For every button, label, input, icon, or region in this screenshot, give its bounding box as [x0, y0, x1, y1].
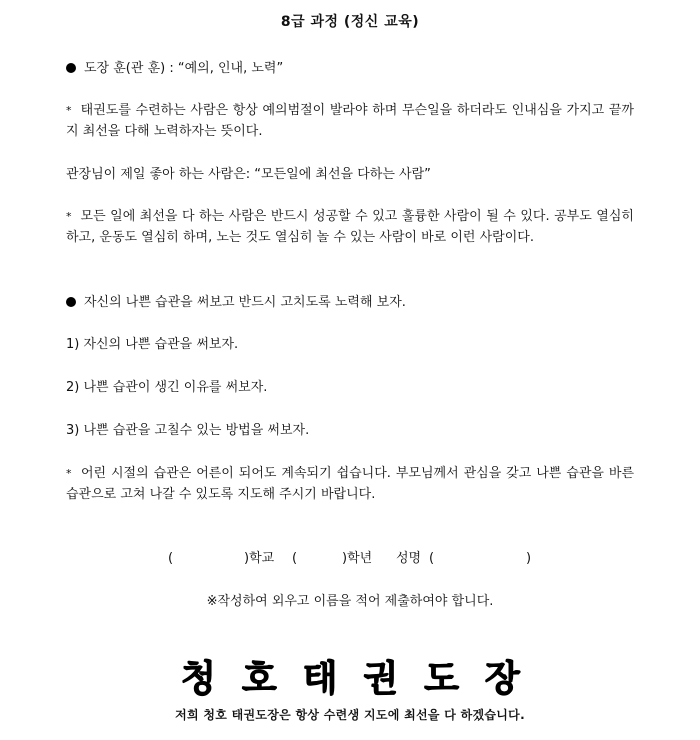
asterisk-icon: * — [66, 210, 72, 223]
student-info-form — [0, 548, 700, 570]
question-1: 1) 자신의 나쁜 습관을 써보자. — [66, 337, 239, 352]
question-2: 2) 나쁜 습관이 생긴 이유를 써보자. — [66, 380, 268, 395]
name-open-paren: ( — [429, 551, 435, 566]
grade-open-paren: ( — [292, 551, 298, 566]
motto-text: 도장 훈(관 훈) : “예의, 인내, 노력” — [84, 61, 284, 76]
favorite-explanation: * 모든 일에 최선을 다 하는 사람은 반드시 성공할 수 있고 훌륭한 사람이 될 수 있다. 공부도 열심히 하고, 운동도 열심히 하며, 노는 것도 열심히 놀 수 있는 사람이 바로 이런 사람이다. — [66, 206, 634, 248]
motto-explanation: * 태권도를 수련하는 사람은 항상 예의범절이 발라야 하며 무슨일을 하더라도 인내심을 가지고 끝까지 최선을 다해 노력하자는 뜻이다. — [66, 100, 634, 142]
bullet-icon — [66, 297, 76, 307]
motto-line — [66, 58, 634, 79]
name-field[interactable]: ) — [526, 551, 532, 566]
question-3: 3) 나쁜 습관을 고칠수 있는 방법을 써보자. — [66, 423, 310, 438]
dojang-name: 청호태권도장 — [180, 657, 546, 699]
bullet-icon — [66, 63, 76, 73]
grade-field[interactable]: )학년 — [342, 551, 373, 566]
school-field[interactable]: )학교 — [244, 551, 275, 566]
name-label: 성명 — [396, 551, 422, 566]
dojang-slogan: 저희 청호 태권도장은 항상 수련생 지도에 최선을 다 하겠습니다. — [175, 708, 525, 722]
asterisk-icon: * — [66, 467, 72, 480]
page-title: 8급 과정 (정신 교육) — [280, 14, 420, 30]
submission-note: ※작성하여 외우고 이름을 적어 제출하여야 합니다. — [206, 594, 494, 609]
parent-note: * 어린 시절의 습관은 어른이 되어도 계속되기 쉽습니다. 부모님께서 관심을 갖고 나쁜 습관을 바른 습관으로 고쳐 나갈 수 있도록 지도해 주시기 바랍니다. — [66, 463, 634, 505]
asterisk-icon: * — [66, 104, 72, 117]
bad-habit-text: 자신의 나쁜 습관을 써보고 반드시 고치도록 노력해 보자. — [84, 295, 406, 310]
bad-habit-heading — [66, 292, 634, 313]
favorite-person-line: 관장님이 제일 좋아 하는 사람은: “모든일에 최선을 다하는 사람” — [66, 167, 431, 182]
school-open-paren: ( — [168, 551, 174, 566]
